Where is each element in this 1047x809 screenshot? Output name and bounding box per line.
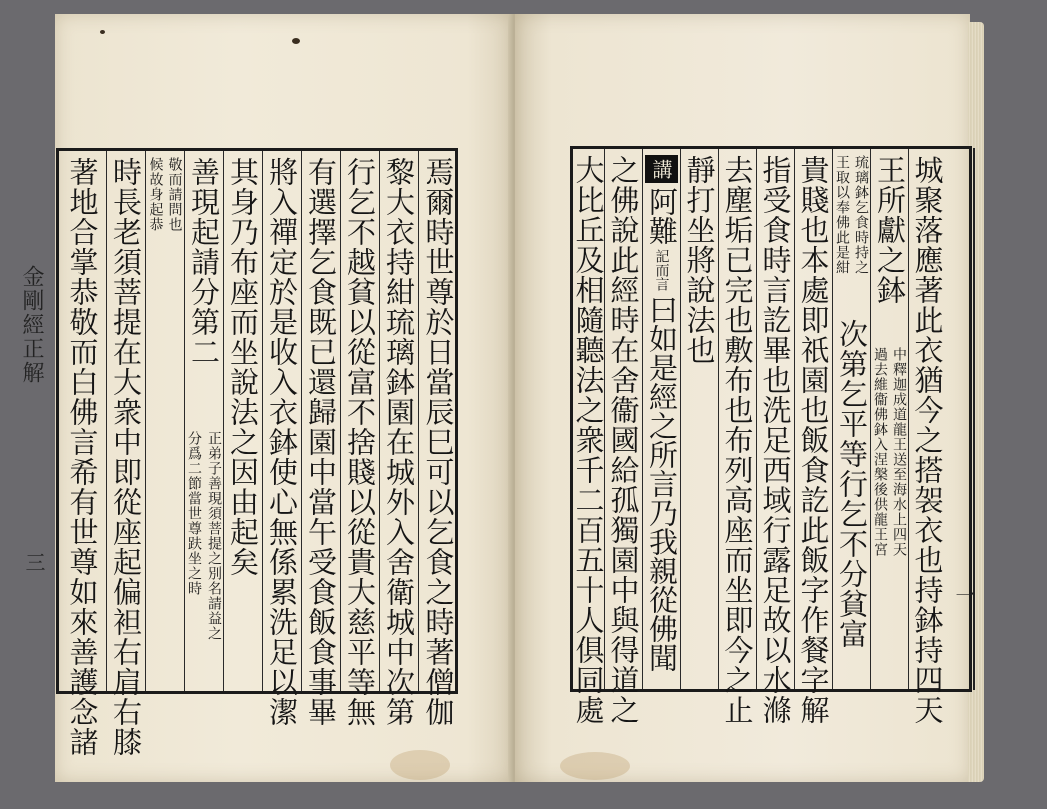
column-text: 貴賤也本處即祇園也飯食訖此飯字作餐字解 — [796, 155, 831, 725]
paper-stain — [560, 752, 630, 780]
column-text: 王所獻之鉢 — [873, 155, 907, 305]
text-column — [718, 149, 756, 725]
annotation-text: 分爲二節當世尊趺坐之時 — [186, 431, 202, 596]
column-text: 之佛說此經時在舍衞國給孤獨園中與得道之 — [606, 155, 641, 725]
annotation-text: 記而言 — [653, 249, 670, 291]
text-column — [571, 149, 606, 725]
page-number-right: 一 — [952, 585, 976, 605]
annotation-text: 敬而請問也 — [166, 157, 183, 232]
annotation-text: 琉璃鉢乞食時持之 — [853, 155, 869, 275]
paper-stain — [390, 750, 450, 780]
column-text: 有選擇乞食既已還歸園中當午受食飯食事畢 — [304, 157, 338, 727]
column-text: 去塵垢已完也敷布也布列高座而坐即今之止 — [720, 155, 755, 725]
text-column — [340, 151, 379, 727]
text-column — [223, 151, 262, 691]
column-text: 時長老須菩提在大衆中即從座起偏袒右肩右膝 — [109, 157, 143, 757]
text-column — [301, 151, 340, 727]
banxin-title-left: 金剛經正解 — [19, 265, 44, 385]
text-column — [870, 149, 908, 689]
mixed-column — [833, 319, 870, 653]
text-column — [145, 151, 184, 691]
annotation-pair — [872, 347, 907, 557]
text-column — [184, 151, 223, 691]
text-column — [418, 151, 458, 727]
ink-speck — [100, 30, 105, 34]
mixed-column — [185, 157, 223, 371]
text-column — [832, 149, 870, 689]
column-text: 黎大衣持紺琉璃鉢園在城外入舍衛城中次第 — [382, 157, 416, 727]
page-number-left: 三 — [22, 552, 46, 572]
column-text: 城聚落應著此衣猶今之搭袈衣也持鉢持四天 — [910, 155, 945, 725]
text-column — [794, 149, 832, 725]
annotation-text: 王取以奉佛此是紺 — [834, 155, 850, 275]
text-column — [680, 149, 718, 689]
text-column — [59, 151, 106, 757]
column-text: 將入禪定於是收入衣鉢使心無係累洗足以潔 — [265, 157, 299, 727]
tagged-column — [643, 155, 680, 676]
annotation-text: 候故身起恭 — [147, 157, 164, 232]
column-text: 其身乃布座而坐說法之因由起矣 — [226, 157, 260, 577]
column-text: 指受食時言訖畢也洗足西域行露足故以水滌 — [758, 155, 793, 725]
column-text: 靜打坐將說法也 — [682, 155, 717, 365]
column-text: 大比丘及相隨聽法之衆千二百五十人俱同處 — [571, 155, 606, 725]
text-column — [262, 151, 301, 727]
column-text: 阿難 — [645, 187, 679, 245]
right-banxin-border — [973, 148, 975, 690]
annotation-text: 中釋迦成道龍王送至海水上四天 — [891, 347, 907, 557]
column-text: 曰如是經之所言乃我親從佛聞 — [645, 295, 679, 672]
column-text: 著地合掌恭敬而白佛言希有世尊如來善護念諸 — [65, 157, 100, 757]
column-text: 行乞不越貧以從富不捨賤以從貴大慈平等無 — [343, 157, 377, 727]
annotation-pair — [187, 431, 221, 641]
ink-speck — [292, 38, 300, 44]
left-text-frame — [56, 148, 458, 757]
text-column — [604, 149, 642, 725]
column-text: 焉爾時世尊於日當辰巳可以乞食之時著僧伽 — [421, 157, 456, 727]
jiang-marker: 講 — [645, 155, 678, 183]
text-column — [756, 149, 794, 725]
annotation-text: 過去維衞佛鉢入涅槃後供龍王宮 — [872, 347, 888, 557]
text-column — [908, 149, 946, 725]
annotation-pair — [834, 155, 869, 275]
text-column — [106, 151, 145, 757]
annotation-text: 正弟子善現須菩提之別名請益之 — [206, 431, 222, 641]
section-heading: 善現起請分第二 — [187, 157, 221, 367]
annotation-pair — [146, 157, 184, 697]
text-column — [379, 151, 418, 727]
text-column — [642, 149, 680, 689]
column-text: 次第乞平等行乞不分貧富 — [835, 319, 869, 649]
mixed-column — [871, 155, 908, 309]
right-text-frame — [570, 146, 972, 725]
